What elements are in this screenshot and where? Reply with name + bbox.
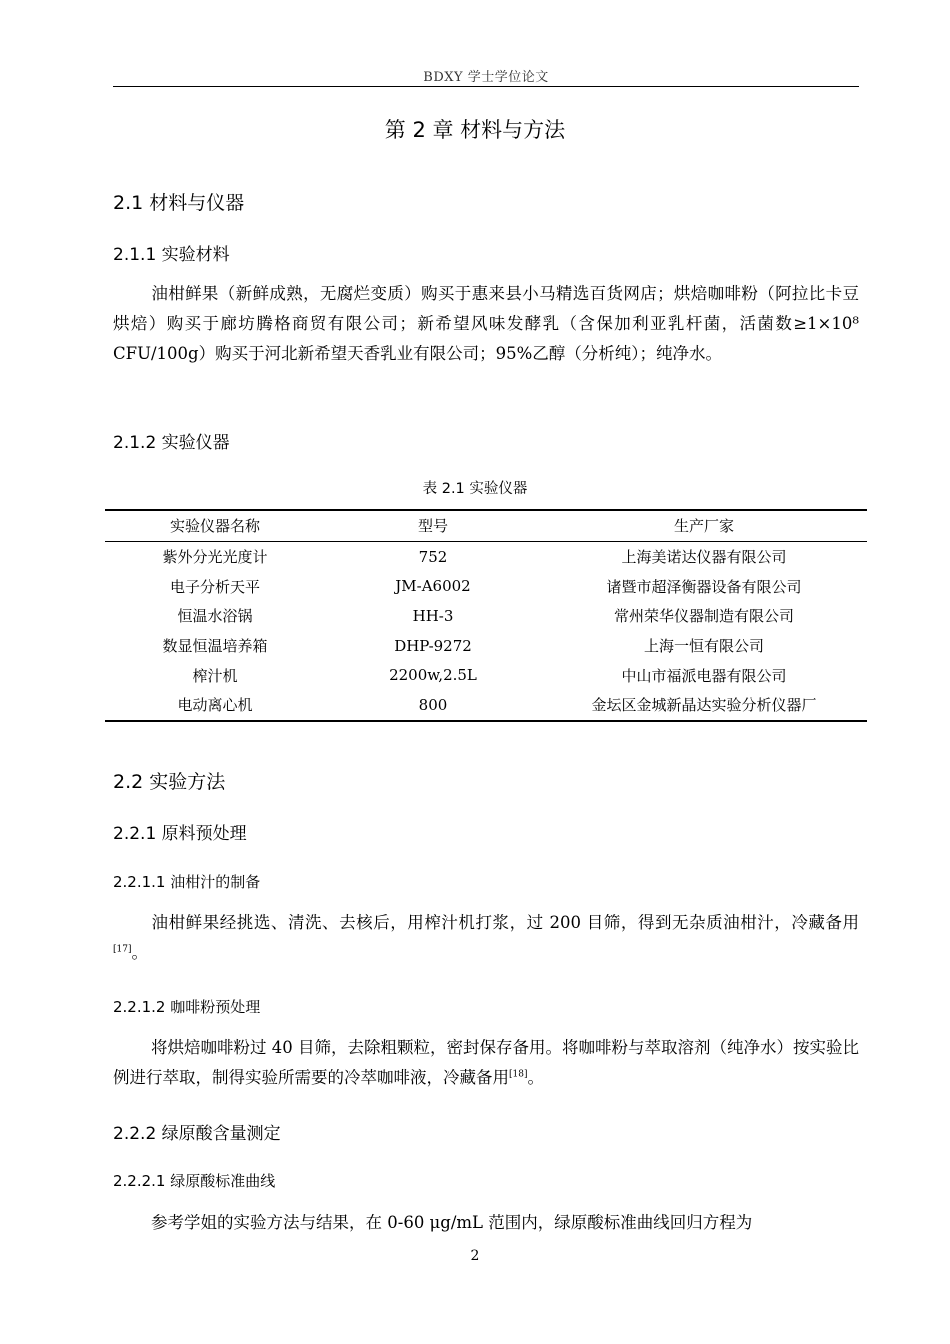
- table-cell: 752: [418, 547, 448, 566]
- section-heading-2-2-2: 2.2.2 绿原酸含量测定: [113, 1124, 281, 1144]
- table-cell: 金坛区金城新晶达实验分析仪器厂: [591, 696, 817, 715]
- paragraph-standard-curve-text: 参考学姐的实验方法与结果，在 0-60 μg/mL 范围内，绿原酸标准曲线回归方程为: [151, 1213, 753, 1232]
- table-cell: 数显恒温培养箱: [162, 637, 268, 656]
- table-cell: 2200w,2.5L: [389, 666, 477, 685]
- sentence-end: 。: [527, 1068, 544, 1087]
- section-heading-2-1-1: 2.1.1 实验材料: [113, 245, 230, 265]
- paragraph-juice-prep: [113, 908, 859, 968]
- table-cell: 中山市福派电器有限公司: [621, 666, 787, 685]
- table-header-cell: 实验仪器名称: [169, 517, 260, 536]
- citation-ref: [17]: [113, 944, 132, 955]
- table-cell: DHP-9272: [394, 636, 472, 655]
- table-row: [105, 571, 867, 601]
- table-row: [105, 660, 867, 690]
- table-cell: 榨汁机: [192, 666, 238, 685]
- table-cell: 恒温水浴锅: [177, 607, 253, 626]
- table-cell: 电动离心机: [177, 696, 253, 715]
- table-cell: JM-A6002: [395, 577, 471, 596]
- paragraph-coffee-prep: [113, 1033, 859, 1093]
- paragraph-materials: [113, 279, 859, 369]
- section-heading-2-2-1-2: 2.2.1.2 咖啡粉预处理: [113, 998, 261, 1016]
- section-heading-2-1: 2.1 材料与仪器: [113, 192, 245, 214]
- table-header-row: [105, 510, 867, 541]
- sentence-end: 。: [131, 943, 148, 962]
- citation-ref: [18]: [509, 1069, 528, 1080]
- table-row: [105, 631, 867, 661]
- table-header-cell: 型号: [417, 517, 448, 536]
- section-heading-2-2: 2.2 实验方法: [113, 771, 226, 793]
- table-header-cell: 生产厂家: [673, 517, 734, 536]
- section-heading-2-1-2: 2.1.2 实验仪器: [113, 433, 230, 453]
- chapter-title: 第 2 章 材料与方法: [384, 118, 566, 142]
- paragraph-coffee-prep-text: 将烘焙咖啡粉过 40 目筛，去除粗颗粒，密封保存备用。将咖啡粉与萃取溶剂（纯净水）按实验比例进行萃取，制得实验所需要的冷萃咖啡液，冷藏备用: [113, 1038, 859, 1087]
- table-row: [105, 541, 867, 571]
- table-cell: 800: [418, 695, 448, 714]
- paragraph-juice-prep-text: 油柑鲜果经挑选、清洗、去核后，用榨汁机打浆，过 200 目筛，得到无杂质油柑汁，冷藏备用: [151, 913, 859, 932]
- section-heading-2-2-2-1: 2.2.2.1 绿原酸标准曲线: [113, 1172, 276, 1190]
- instrument-table: [105, 509, 867, 722]
- paragraph-standard-curve: [113, 1208, 859, 1238]
- header-divider: [113, 86, 859, 87]
- table-cell: 常州荣华仪器制造有限公司: [613, 607, 794, 626]
- table-cell: 上海一恒有限公司: [643, 637, 764, 656]
- table-row: [105, 601, 867, 631]
- table-cell: 紫外分光光度计: [162, 548, 268, 567]
- table-cell: 上海美诺达仪器有限公司: [621, 548, 787, 567]
- table-cell: 诸暨市超泽衡器设备有限公司: [606, 577, 802, 596]
- running-header: BDXY 学士学位论文: [423, 70, 549, 85]
- table-caption: 表 2.1 实验仪器: [422, 481, 528, 497]
- page-number: 2: [470, 1248, 480, 1264]
- table-cell: 电子分析天平: [169, 577, 260, 596]
- paragraph-materials-text: 油柑鲜果（新鲜成熟，无腐烂变质）购买于惠来县小马精选百货网店；烘焙咖啡粉（阿拉比卡豆烘焙）购买于廊坊腾格商贸有限公司；新希望风味发酵乳（含保加利亚乳杆菌，活菌数≥1×10⁸ CFU/100g）购买于河北新希望天香乳业有限公司；95%乙醇（分析纯）；纯净水。: [113, 284, 859, 363]
- table-row: [105, 690, 867, 721]
- section-heading-2-2-1-1: 2.2.1.1 油柑汁的制备: [113, 873, 261, 891]
- table-cell: HH-3: [412, 606, 454, 625]
- section-heading-2-2-1: 2.2.1 原料预处理: [113, 824, 247, 844]
